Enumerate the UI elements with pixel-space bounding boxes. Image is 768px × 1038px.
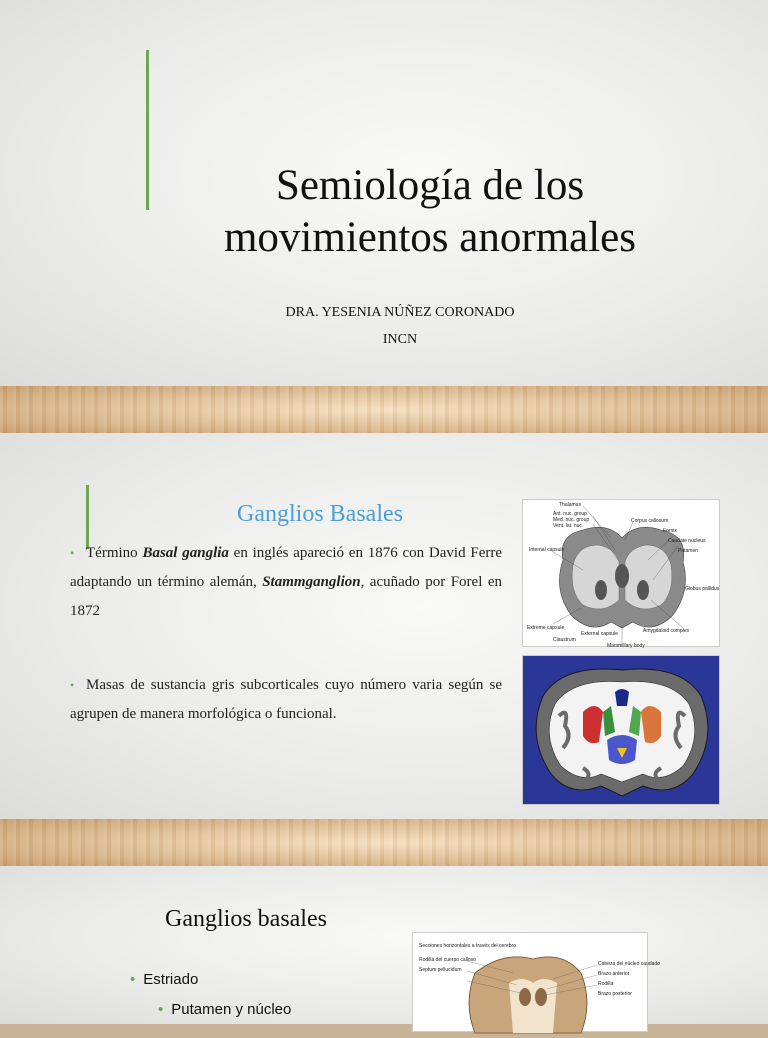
- label-thalamus: Thalamus: [559, 502, 581, 508]
- slide-title: Ganglios basales: [165, 906, 327, 932]
- bullet-dot: •: [130, 971, 136, 988]
- label-claustrum: Claustrum: [553, 637, 576, 643]
- label-septum: Septum pellucidum: [419, 967, 462, 973]
- accent-bar: [146, 50, 149, 210]
- figure-heading: Secciones horizontales a través del cerebro: [419, 943, 516, 949]
- label-ant-nuc: Ant. nuc. group: [553, 511, 587, 517]
- slide-3[interactable]: [0, 866, 768, 1024]
- bullet-dot: •: [158, 1001, 164, 1018]
- coronal-section-diagram: [522, 499, 720, 647]
- label-extreme-capsule: Extreme capsule: [527, 625, 565, 631]
- term-stammganglion: Stammganglion: [262, 574, 361, 590]
- bullet-dot: •: [70, 678, 75, 692]
- label-med-nuc: Med. nuc. group: [553, 517, 590, 523]
- slide-1[interactable]: [0, 0, 768, 386]
- wood-divider-2: [0, 819, 768, 866]
- title-line-1: Semiología de los: [275, 162, 585, 209]
- label-corpus-callosum: Corpus callosum: [631, 518, 669, 524]
- slide-2[interactable]: [0, 433, 768, 819]
- text: Putamen y núcleo: [171, 1001, 292, 1018]
- label-internal-capsule: Internal capsule: [529, 547, 565, 553]
- list-item-estriado: [130, 971, 198, 988]
- text: Masas de sustancia gris subcorticales cuyo número varia según se agrupen de manera morfológica o funcional.: [70, 677, 502, 722]
- bullet-basal-ganglia-history: [70, 539, 502, 626]
- label-brazo-anterior: Brazo anterior: [598, 971, 630, 977]
- label-rodilla: Rodilla: [598, 981, 614, 987]
- bullet-gray-masses: [70, 671, 502, 729]
- text: Término: [86, 545, 143, 561]
- label-fornix: Fornix: [663, 528, 677, 534]
- label-caudate: Caudate nucleus: [668, 538, 706, 544]
- label-putamen: Putamen: [678, 548, 699, 554]
- horizontal-section-diagram: [412, 932, 660, 1032]
- label-rodilla-cuerpo-calloso: Rodilla del cuerpo calloso: [419, 957, 476, 963]
- slide-title: [150, 160, 710, 264]
- wood-divider-1: [0, 386, 768, 433]
- term-basal-ganglia: Basal ganglia: [142, 545, 229, 561]
- label-vent-nuc: Vent. lat. nuc.: [553, 523, 584, 529]
- label-amygdaloid: Amygdaloid complex: [643, 628, 690, 634]
- label-cabeza-caudado: Cabeza del núcleo caudado: [598, 961, 660, 967]
- text: en inglés apareció en 1876 con David Ferre adaptando un término alemán,: [70, 545, 503, 590]
- institution-name: INCN: [382, 332, 418, 347]
- author-name: DRA. YESENIA NÚÑEZ CORONADO: [285, 305, 515, 320]
- label-external-capsule: External capsule: [581, 631, 618, 637]
- colored-basal-ganglia-diagram: [522, 655, 720, 805]
- text: Estriado: [143, 971, 199, 988]
- text: , acuñado por Forel en 1872: [70, 574, 502, 619]
- label-globus-pallidus: Globus pallidus: [685, 586, 720, 592]
- list-item-putamen: [158, 1001, 291, 1018]
- label-brazo-posterior: Brazo posterior: [598, 991, 632, 997]
- title-line-2: movimientos anormales: [223, 214, 636, 261]
- bullet-dot: •: [70, 546, 75, 560]
- label-mammillary: Mammillary body: [607, 643, 645, 649]
- slide-title: Ganglios Basales: [237, 501, 403, 527]
